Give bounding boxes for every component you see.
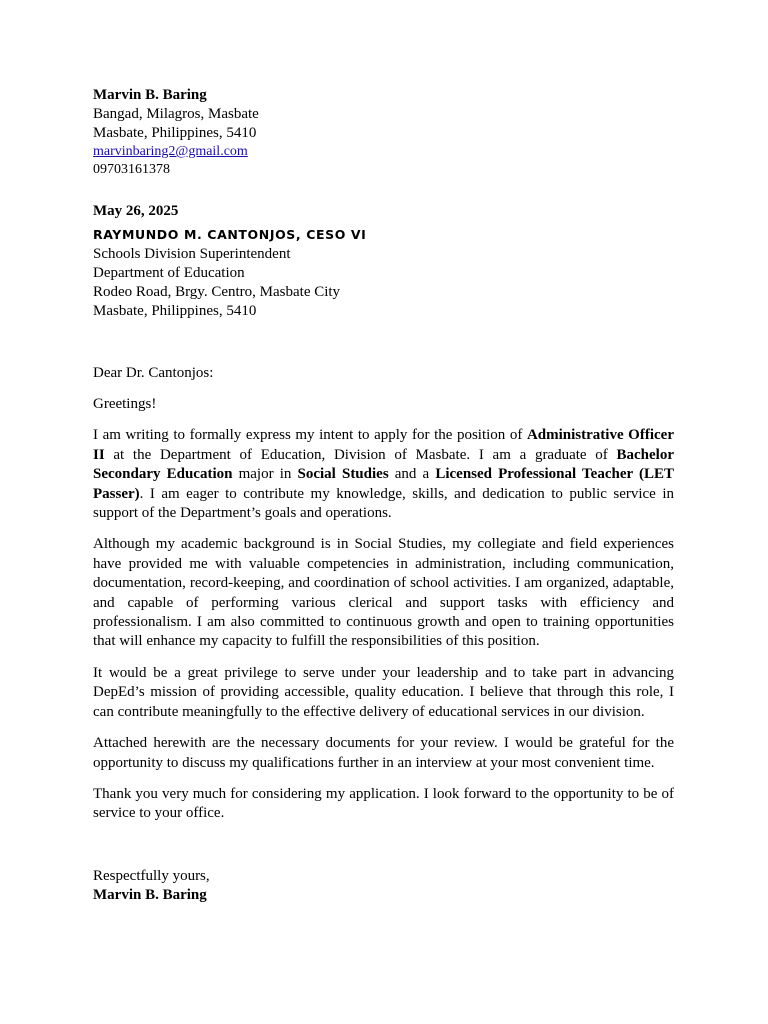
paragraph-text: . I am eager to contribute my knowledge, skills, and dedication to public service in support of the Department’s goals and operations. bbox=[93, 485, 674, 522]
position-title: Administrative Officer II bbox=[93, 427, 674, 463]
paragraph-thanks: Thank you very much for considering my application. I look forward to the opportunity to be of service to your office. bbox=[93, 785, 674, 822]
recipient-block bbox=[93, 225, 674, 321]
sender-phone: 09703161378 bbox=[93, 162, 170, 177]
recipient-title: Schools Division Superintendent bbox=[93, 246, 291, 262]
recipient-address-line1: Rodeo Road, Brgy. Centro, Masbate City bbox=[93, 284, 341, 300]
paragraph-text: I am writing to formally express my intent to apply for the position of bbox=[93, 427, 527, 444]
paragraph-text: and a bbox=[388, 466, 436, 483]
sender-address-line1: Bangad, Milagros, Masbate bbox=[93, 106, 259, 122]
sender-block bbox=[93, 86, 674, 179]
paragraph-intent bbox=[93, 426, 674, 523]
closing: Respectfully yours, bbox=[93, 867, 210, 884]
sender-email-link[interactable]: marvinbaring2@gmail.com bbox=[93, 144, 248, 159]
license-status: Licensed Professional Teacher (LET Passer) bbox=[93, 466, 674, 502]
letter-date: May 26, 2025 bbox=[93, 203, 179, 219]
degree-name: Bachelor Secondary Education bbox=[93, 446, 674, 483]
cover-letter bbox=[93, 86, 674, 905]
salutation: Dear Dr. Cantonjos: bbox=[93, 365, 214, 381]
recipient-name: RAYMUNDO M. CANTONJOS, CESO VI bbox=[93, 227, 367, 242]
paragraph-privilege: It would be a great privilege to serve under your leadership and to take part in advancing DepEd’s mission of providing accessible, quality education. I believe that through this role, I can contribute meaningfully to the effective delivery of educational services in our division. bbox=[93, 664, 674, 720]
major-name: Social Studies bbox=[297, 466, 389, 483]
paragraph-text: major in bbox=[232, 466, 298, 483]
recipient-office: Department of Education bbox=[93, 265, 245, 281]
signature-name: Marvin B. Baring bbox=[93, 886, 207, 903]
paragraph-background: Although my academic background is in Social Studies, my collegiate and field experiences have provided me with valuable competencies in administration, including communication, documentation, record-keeping, and coordination of school activities. I am organized, adaptable, and capable of performing various clerical and support tasks with efficiency and professionalism. I am also committed to continuous growth and open to training opportunities that will enhance my capacity to fulfill the responsibilities of this position. bbox=[93, 536, 674, 650]
sender-name: Marvin B. Baring bbox=[93, 87, 207, 103]
paragraph-attachments: Attached herewith are the necessary documents for your review. I would be grateful for the opportunity to discuss my qualifications further in an interview at your most convenient time. bbox=[93, 735, 674, 771]
paragraph-text: at the Department of Education, Division of Masbate. I am a graduate of bbox=[104, 446, 617, 463]
sender-address-line2: Masbate, Philippines, 5410 bbox=[93, 125, 257, 141]
recipient-address-line2: Masbate, Philippines, 5410 bbox=[93, 303, 257, 319]
greeting: Greetings! bbox=[93, 396, 157, 412]
